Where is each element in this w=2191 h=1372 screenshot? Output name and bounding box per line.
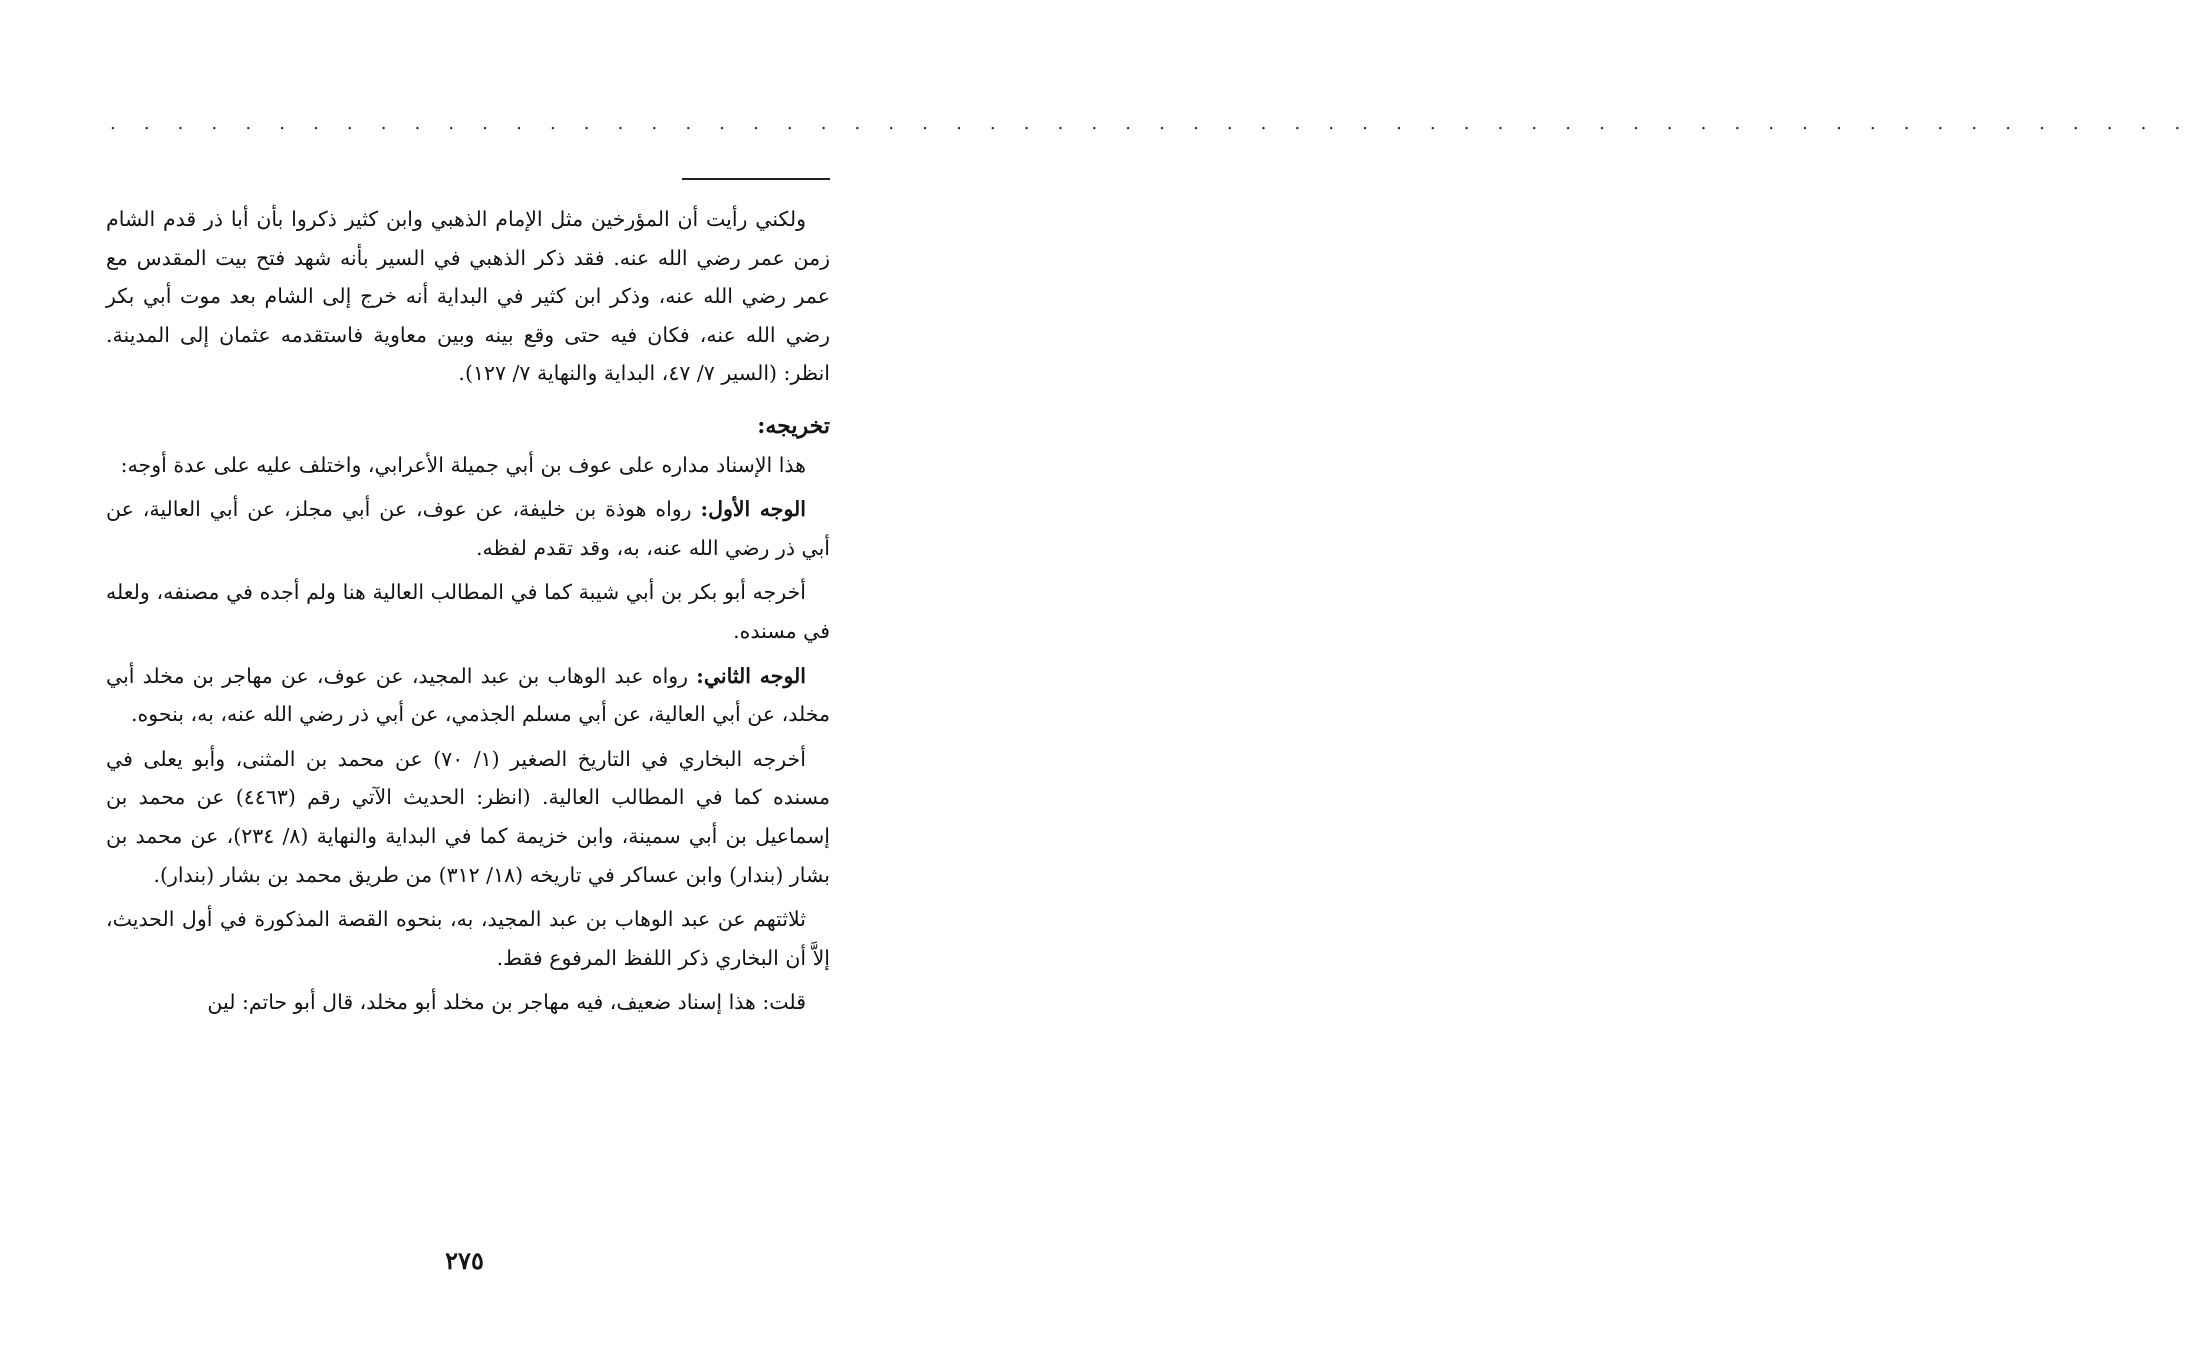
intro-paragraph: هذا الإسناد مداره على عوف بن أبي جميلة الأعرابي، واختلف عليه على عدة أوجه: bbox=[120, 452, 806, 477]
wajh1-text: رواه هوذة بن خليفة، عن عوف، عن أبي مجلز، عن أبي العالية، عن أبي ذر رضي الله عنه، به، وقد تقدم لفظه. bbox=[106, 497, 830, 560]
wajh2-paragraph bbox=[106, 657, 830, 734]
section-heading: تخريجه: bbox=[757, 412, 830, 439]
wajh2-takhrij-paragraph: أخرجه البخاري في التاريخ الصغير (١/ ٧٠) عن محمد بن المثنى، وأبو يعلى في مسنده كما في المطالب العالية. (انظر: الحديث الآتي رقم (٤٤٦٣) عن محمد بن إسماعيل بن أبي سمينة، وابن خزيمة كما في البداية والنهاية (٨/ ٢٣٤)، عن محمد بن بشار (بندار) وابن عساكر في تاريخه (١٨/ ٣١٢) من طريق محمد بن بشار (بندار). bbox=[106, 746, 830, 887]
qultu-paragraph: قلت: هذا إسناد ضعيف، فيه مهاجر بن مخلد أبو مخلد، قال أبو حاتم: لين bbox=[207, 990, 806, 1015]
wajh1-paragraph bbox=[106, 490, 830, 567]
wajh2-text: رواه عبد الوهاب بن عبد المجيد، عن عوف، عن مهاجر بن مخلد أبي مخلد، عن أبي العالية، عن أبي مسلم الجذمي، عن أبي ذر رضي الله عنه، به، بنحوه. bbox=[106, 663, 830, 727]
page-body bbox=[106, 200, 830, 1022]
separator-dots: . . . . . . . . . . . . . . . . . . . . . . . . . . . . . . . . . . . . . . . . . . . . . . . . . . . . . . . . . . . . . . bbox=[110, 113, 2191, 134]
footnote-rule bbox=[682, 178, 830, 180]
page-number: ٢٧٥ bbox=[445, 1246, 484, 1275]
wajh2-label: الوجه الثاني: bbox=[696, 663, 806, 688]
footnote-paragraph: ولكني رأيت أن المؤرخين مثل الإمام الذهبي وابن كثير ذكروا بأن أبا ذر قدم الشام زمن عمر رضي الله عنه. فقد ذكر الذهبي في السير بأنه شهد فتح بيت المقدس مع عمر رضي الله عنه، وذكر ابن كثير في البداية أنه خرج إلى الشام بعد موت أبي بكر رضي الله عنه، فكان فيه حتى وقع بينه وبين معاوية فاستقدمه عثمان إلى المدينة. انظر: (السير ٧/ ٤٧، البداية والنهاية ٧/ ١٢٧). bbox=[106, 207, 830, 386]
wajh1-takhrij-paragraph: أخرجه أبو بكر بن أبي شيبة كما في المطالب العالية هنا ولم أجده في مصنفه، ولعله في مسنده. bbox=[106, 580, 830, 643]
wajh1-label: الوجه الأول: bbox=[700, 497, 806, 522]
thalathatuhum-paragraph: ثلاثتهم عن عبد الوهاب بن عبد المجيد، به، بنحوه القصة المذكورة في أول الحديث، إلاَّ أن البخاري ذكر اللفظ المرفوع فقط. bbox=[106, 907, 830, 970]
